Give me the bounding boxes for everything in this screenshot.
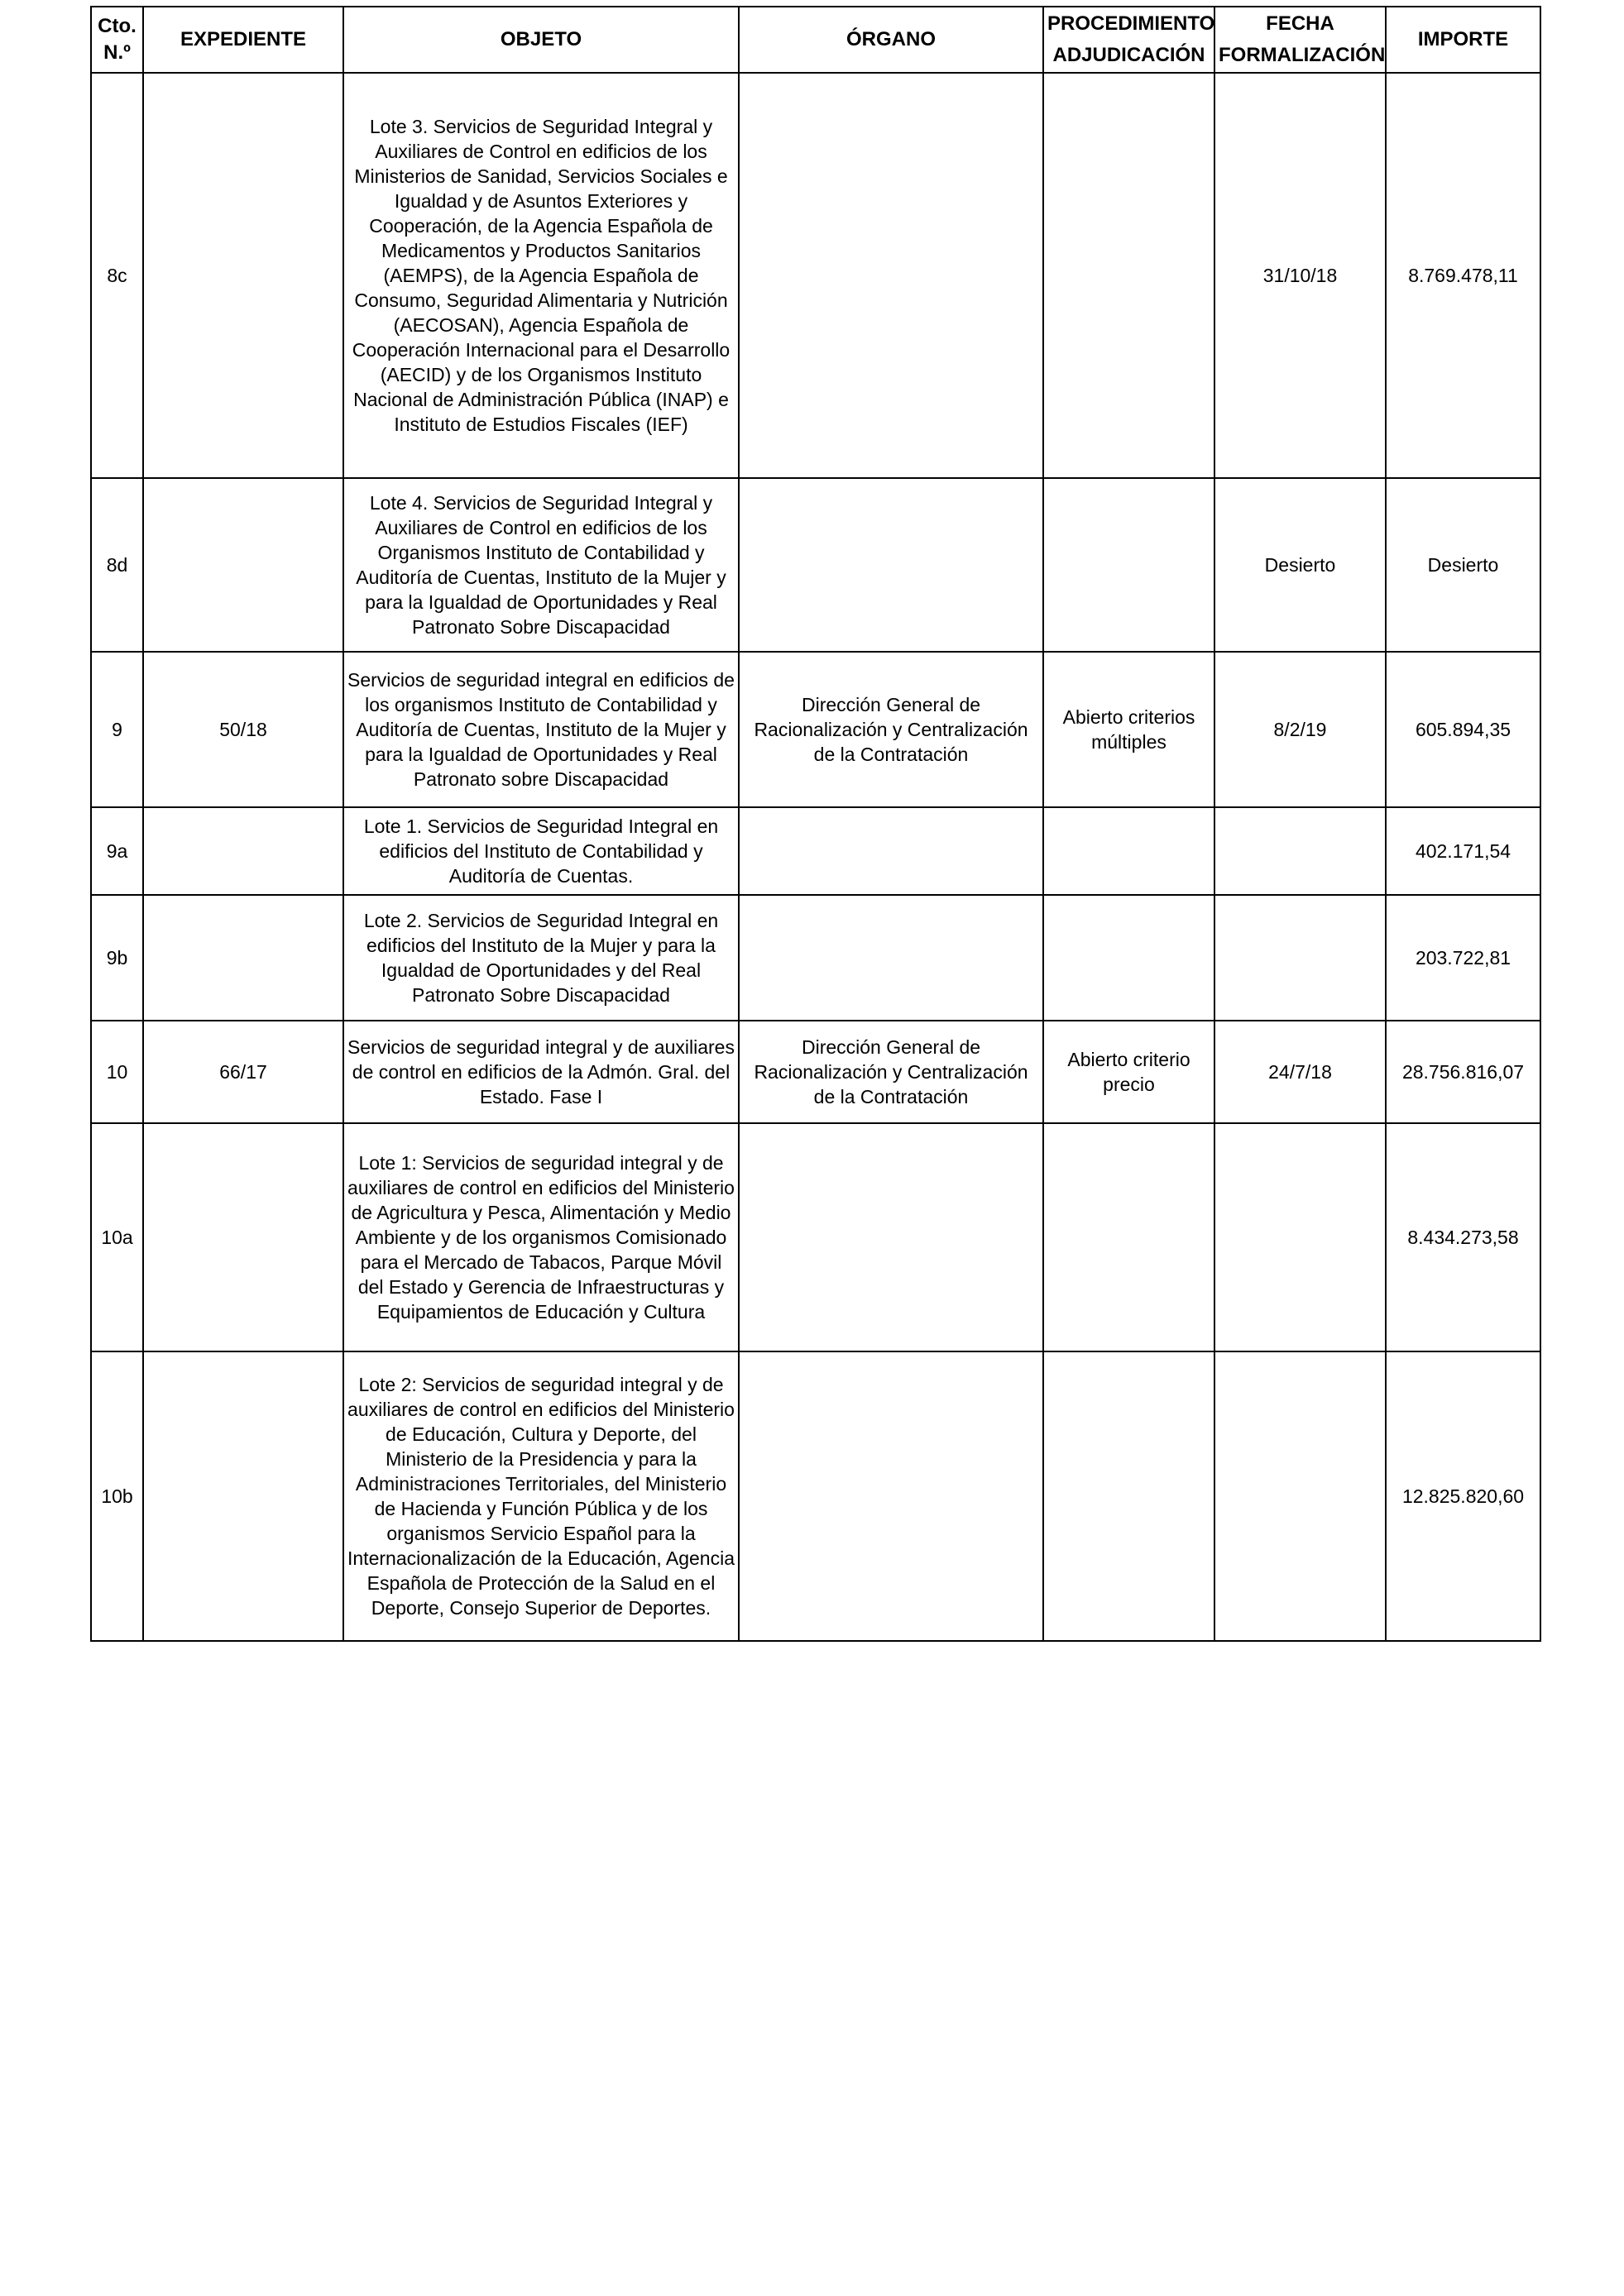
cell-expediente: 66/17 xyxy=(143,1021,343,1123)
cell-fecha: 31/10/18 xyxy=(1214,73,1386,478)
cell-procedimiento xyxy=(1043,478,1214,652)
cell-objeto: Lote 3. Servicios de Seguridad Integral y Auxiliares de Control en edificios de los Ministerios de Sanidad, Servicios Sociales e Igualdad y de Asuntos Exteriores y Cooperación, de la Agencia Española de Medicamentos y Productos Sanitarios (AEMPS), de la Agencia Española de Consumo, Seguridad Alimentaria y Nutrición (AECOSAN), Agencia Española de Cooperación Internacional para el Desarrollo (AECID) y de los Organismos Instituto Nacional de Administración Pública (INAP) e Instituto de Estudios Fiscales (IEF) xyxy=(343,73,739,478)
cell-objeto: Lote 2. Servicios de Seguridad Integral en edificios del Instituto de la Mujer y para la Igualdad de Oportunidades y del Real Patronato Sobre Discapacidad xyxy=(343,895,739,1021)
table-row xyxy=(91,652,1540,807)
cell-procedimiento xyxy=(1043,895,1214,1021)
cell-organo: Dirección General de Racionalización y Centralización de la Contratación xyxy=(739,1021,1043,1123)
table-row xyxy=(91,478,1540,652)
cell-importe: 203.722,81 xyxy=(1386,895,1540,1021)
table-row xyxy=(91,895,1540,1021)
cell-expediente xyxy=(143,478,343,652)
table-row xyxy=(91,1351,1540,1641)
cell-objeto: Lote 4. Servicios de Seguridad Integral y Auxiliares de Control en edificios de los Organismos Instituto de Contabilidad y Auditoría de Cuentas, Instituto de la Mujer y para la Igualdad de Oportunidades y Real Patronato Sobre Discapacidad xyxy=(343,478,739,652)
cell-num: 8c xyxy=(91,73,143,478)
cell-importe: 605.894,35 xyxy=(1386,652,1540,807)
cell-num: 9 xyxy=(91,652,143,807)
cell-importe: 8.434.273,58 xyxy=(1386,1123,1540,1351)
cell-objeto: Servicios de seguridad integral y de auxiliares de control en edificios de la Admón. Gral. del Estado. Fase I xyxy=(343,1021,739,1123)
cell-importe: Desierto xyxy=(1386,478,1540,652)
cell-num: 9b xyxy=(91,895,143,1021)
cell-fecha: 24/7/18 xyxy=(1214,1021,1386,1123)
header-expediente: EXPEDIENTE xyxy=(143,7,343,73)
cell-procedimiento xyxy=(1043,807,1214,895)
header-organo: ÓRGANO xyxy=(739,7,1043,73)
cell-num: 9a xyxy=(91,807,143,895)
cell-num: 8d xyxy=(91,478,143,652)
cell-importe: 28.756.816,07 xyxy=(1386,1021,1540,1123)
cell-expediente xyxy=(143,1123,343,1351)
cell-organo xyxy=(739,807,1043,895)
cell-fecha xyxy=(1214,1123,1386,1351)
cell-procedimiento: Abierto criterio precio xyxy=(1043,1021,1214,1123)
cell-num: 10a xyxy=(91,1123,143,1351)
header-procedimiento: PROCEDIMIENTO ADJUDICACIÓN xyxy=(1043,7,1214,73)
cell-expediente xyxy=(143,807,343,895)
cell-procedimiento xyxy=(1043,1351,1214,1641)
table-row xyxy=(91,1123,1540,1351)
cell-importe: 8.769.478,11 xyxy=(1386,73,1540,478)
cell-fecha xyxy=(1214,807,1386,895)
cell-num: 10 xyxy=(91,1021,143,1123)
cell-expediente xyxy=(143,1351,343,1641)
cell-importe: 12.825.820,60 xyxy=(1386,1351,1540,1641)
cell-expediente: 50/18 xyxy=(143,652,343,807)
cell-importe: 402.171,54 xyxy=(1386,807,1540,895)
cell-organo xyxy=(739,73,1043,478)
header-objeto: OBJETO xyxy=(343,7,739,73)
table-row xyxy=(91,73,1540,478)
cell-organo xyxy=(739,895,1043,1021)
cell-organo: Dirección General de Racionalización y Centralización de la Contratación xyxy=(739,652,1043,807)
cell-num: 10b xyxy=(91,1351,143,1641)
cell-objeto: Servicios de seguridad integral en edificios de los organismos Instituto de Contabilidad y Auditoría de Cuentas, Instituto de la Mujer y para la Igualdad de Oportunidades y Real Patronato sobre Discapacidad xyxy=(343,652,739,807)
cell-organo xyxy=(739,478,1043,652)
cell-procedimiento xyxy=(1043,73,1214,478)
header-importe: IMPORTE xyxy=(1386,7,1540,73)
cell-fecha xyxy=(1214,1351,1386,1641)
cell-expediente xyxy=(143,73,343,478)
cell-fecha: Desierto xyxy=(1214,478,1386,652)
cell-organo xyxy=(739,1351,1043,1641)
cell-objeto: Lote 2: Servicios de seguridad integral y de auxiliares de control en edificios del Ministerio de Educación, Cultura y Deporte, del Ministerio de la Presidencia y para la Administraciones Territoriales, del Ministerio de Hacienda y Función Pública y de los organismos Servicio Español para la Internacionalización de la Educación, Agencia Española de Protección de la Salud en el Deporte, Consejo Superior de Deportes. xyxy=(343,1351,739,1641)
header-row xyxy=(91,7,1540,73)
cell-organo xyxy=(739,1123,1043,1351)
cell-fecha xyxy=(1214,895,1386,1021)
table-row xyxy=(91,807,1540,895)
cell-objeto: Lote 1: Servicios de seguridad integral y de auxiliares de control en edificios del Ministerio de Agricultura y Pesca, Alimentación y Medio Ambiente y de los organismos Comisionado para el Mercado de Tabacos, Parque Móvil del Estado y Gerencia de Infraestructuras y Equipamientos de Educación y Cultura xyxy=(343,1123,739,1351)
cell-procedimiento xyxy=(1043,1123,1214,1351)
contracts-table xyxy=(90,6,1541,1642)
table-row xyxy=(91,1021,1540,1123)
cell-expediente xyxy=(143,895,343,1021)
cell-fecha: 8/2/19 xyxy=(1214,652,1386,807)
cell-objeto: Lote 1. Servicios de Seguridad Integral en edificios del Instituto de Contabilidad y Auditoría de Cuentas. xyxy=(343,807,739,895)
header-fecha: FECHA FORMALIZACIÓN xyxy=(1214,7,1386,73)
header-num: Cto. N.º xyxy=(91,7,143,73)
cell-procedimiento: Abierto criterios múltiples xyxy=(1043,652,1214,807)
